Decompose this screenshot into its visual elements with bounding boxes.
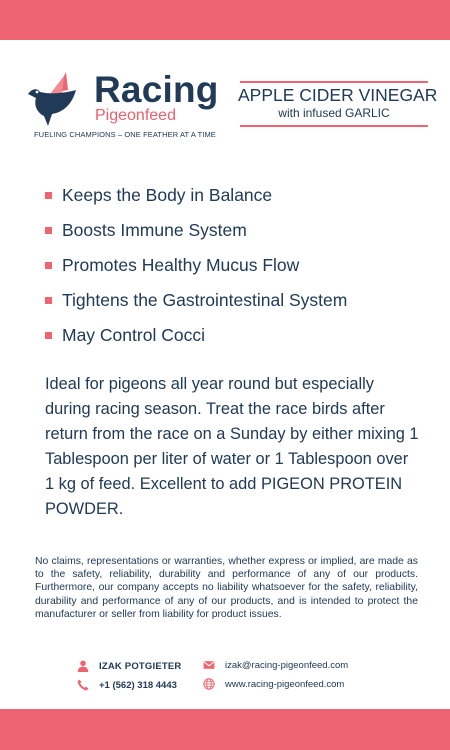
benefits-list (45, 183, 347, 358)
product-subtitle: with infused GARLIC (278, 106, 390, 120)
product-title-box (238, 81, 438, 127)
pigeon-logo-icon (26, 70, 88, 128)
mail-icon (203, 659, 215, 671)
disclaimer-text: No claims, representations or warranties, whether express or implied, are made as to the safety, reliability, durability and performance of any of our products. Furthermore, our company accepts no liability whatsoever for the safety, reliability, durability and performance of any of our products, and is intended to protect the manufacturer or seller from liability for product issues. (35, 556, 418, 620)
contact-name (77, 658, 182, 674)
title-rule-bottom (240, 125, 428, 127)
brand-tagline: FUELING CHAMPIONS – ONE FEATHER AT A TIME (34, 130, 216, 139)
user-icon (77, 660, 89, 672)
bullet-square-icon (45, 192, 52, 199)
brand-name: Racing (94, 69, 219, 110)
benefit-item (45, 218, 347, 253)
contact-email-text[interactable]: izak@racing-pigeonfeed.com (225, 659, 349, 671)
benefit-item (45, 288, 347, 323)
bottom-band (0, 709, 450, 750)
contact-website-text[interactable]: www.racing-pigeonfeed.com (225, 678, 345, 690)
benefit-text: Keeps the Body in Balance (62, 185, 273, 205)
contact-email[interactable] (203, 657, 348, 673)
brand-sub: Pigeonfeed (95, 107, 176, 124)
bullet-square-icon (45, 262, 52, 269)
globe-icon (203, 678, 215, 690)
benefit-item (45, 183, 347, 218)
title-rule-top (240, 81, 428, 83)
contact-name-text: IZAK POTGIETER (99, 660, 182, 672)
contact-phone (77, 677, 177, 693)
bullet-square-icon (45, 332, 52, 339)
top-band (0, 0, 450, 40)
benefit-item (45, 323, 347, 358)
benefit-text: Boosts Immune System (62, 220, 247, 240)
benefit-text: Tightens the Gastrointestinal System (62, 290, 348, 310)
benefit-text: May Control Cocci (62, 325, 205, 345)
bullet-square-icon (45, 297, 52, 304)
benefit-item (45, 253, 347, 288)
product-title: APPLE CIDER VINEGAR (238, 85, 438, 105)
contact-phone-text: +1 (562) 318 4443 (99, 679, 177, 691)
phone-icon (77, 679, 89, 691)
benefit-text: Promotes Healthy Mucus Flow (62, 255, 300, 275)
contact-website[interactable] (203, 676, 344, 692)
usage-instructions: Ideal for pigeons all year round but especially during racing season. Treat the race birds after return from the race on a Sunday by either mixing 1 Tablespoon per liter of water or 1 Tablespoon over 1 kg of feed. Excellent to add PIGEON PROTEIN POWDER. (45, 375, 419, 518)
bullet-square-icon (45, 227, 52, 234)
